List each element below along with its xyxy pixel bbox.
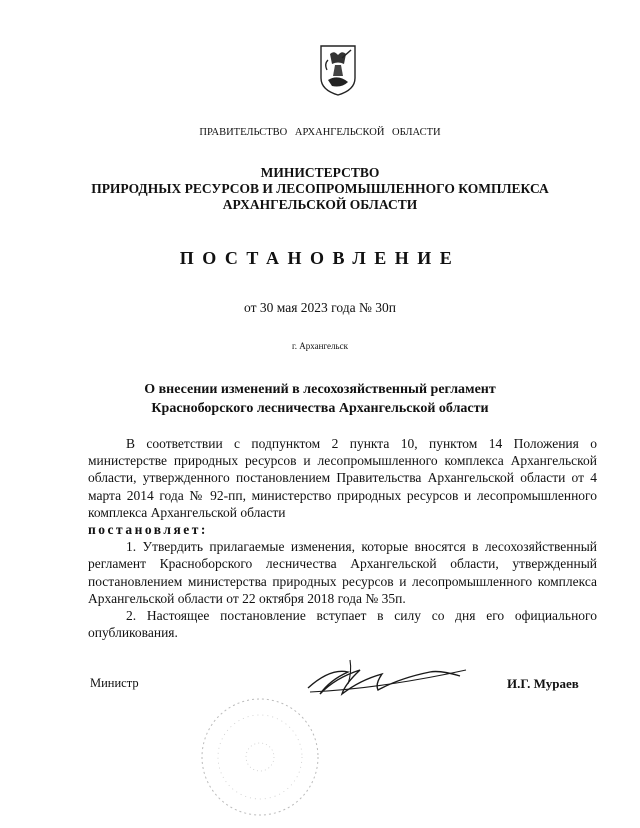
ministry-line-2: ПРИРОДНЫХ РЕСУРСОВ И ЛЕСОПРОМЫШЛЕННОГО КОМПЛЕКСА	[91, 181, 549, 196]
item-1-paragraph: 1. Утвердить прилагаемые изменения, которые вносятся в лесохозяйственный регламент Красноборского лесничества Архангельской области, утвержденный постановлением министерства природных ресурсов и лесопромышленного комплекса Архангельской области от 22 октября 2018 года № 35п.	[88, 539, 597, 606]
document-subject	[0, 380, 640, 418]
stamp-seal	[190, 692, 330, 822]
ministry-line-1: МИНИСТЕРСТВО	[260, 165, 380, 180]
ministry-line-3: АРХАНГЕЛЬСКОЙ ОБЛАСТИ	[222, 197, 418, 212]
subject-line-2: Красноборского лесничества Архангельской области	[151, 401, 489, 416]
subject-line-1: О внесении изменений в лесохозяйственный регламент	[144, 382, 496, 397]
government-heading: ПРАВИТЕЛЬСТВО АРХАНГЕЛЬСКОЙ ОБЛАСТИ	[199, 127, 441, 138]
resolves-word: постановляет:	[88, 522, 208, 538]
document-type-title: ПОСТАНОВЛЕНИЕ	[179, 248, 461, 268]
preamble-paragraph: В соответствии с подпунктом 2 пункта 10, пунктом 14 Положения о министерстве природных ресурсов и лесопромышленного комплекса Архангельской области, утвержденного постановлением Правительства Архангельской области от 4 марта 2014 года № 92-пп, министерство природных ресурсов и лесопромышленного комплекса Архангельской области	[88, 436, 597, 520]
signatory-name: И.Г. Мураев	[507, 676, 579, 691]
item-2-paragraph: 2. Настоящее постановление вступает в силу со дня его официального опубликования.	[88, 608, 597, 641]
document-city: г. Архангельск	[292, 341, 348, 351]
signatory-title: Министр	[90, 676, 139, 690]
document-date-number: от 30 мая 2023 года № 30п	[244, 300, 396, 315]
document-body	[88, 435, 597, 641]
coat-of-arms-icon	[318, 44, 358, 96]
ministry-heading	[0, 165, 640, 213]
